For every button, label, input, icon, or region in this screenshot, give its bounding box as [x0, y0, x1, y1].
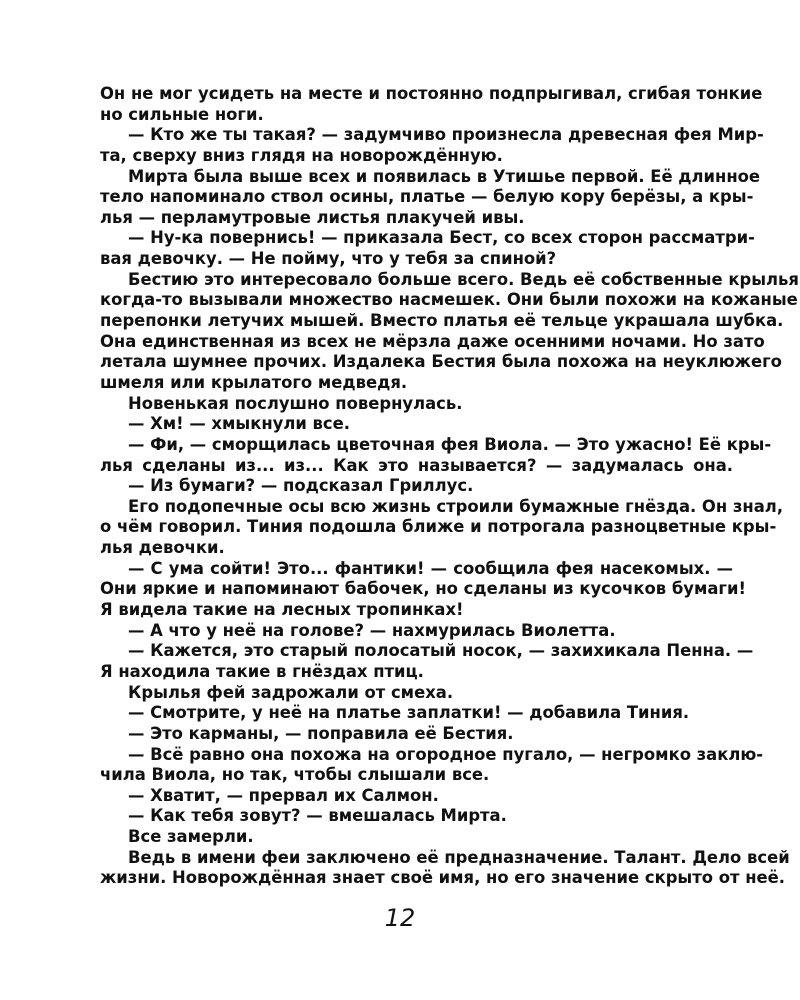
text-line: Его подопечные осы всю жизнь строили бумажные гнёзда. Он знал, [128, 496, 784, 516]
text-line: Ведь в имени феи заключено её предназначение. Талант. Дело всей [128, 847, 790, 867]
page-number: 12 [384, 904, 416, 932]
text-line: — Это карманы, — поправила её Бестия. [128, 723, 514, 743]
text-line: жизни. Новорождённая знает своё имя, но его значение скрыто от неё. [100, 868, 785, 888]
text-line: перепонки летучих мышей. Вместо платья её тельце украшала шубка. [100, 311, 784, 331]
text-line: лья сделаны из... из... Как это называется? — задумалась она. [100, 455, 733, 475]
text-line: та, сверху вниз глядя на новорождённую. [100, 145, 503, 165]
text-line: лья девочки. [100, 538, 225, 558]
text-line: когда-то вызывали множество насмешек. Они были похожи на кожаные [100, 290, 798, 310]
text-line: Все замерли. [128, 827, 254, 847]
text-line: — Из бумаги? — подсказал Гриллус. [128, 476, 474, 496]
text-line: лья — перламутровые листья плакучей ивы. [100, 207, 525, 227]
text-line: — Ну-ка повернись! — приказала Бест, со всех сторон рассматри- [128, 228, 755, 248]
text-line: — Всё равно она похожа на огородное пугало, — негромко заклю- [128, 744, 764, 764]
text-line: — Как тебя зовут? — вмешалась Мирта. [128, 806, 507, 826]
text-line: о чём говорил. Тиния подошла ближе и потрогала разноцветные кры- [100, 517, 777, 537]
text-line: шмеля или крылатого медведя. [100, 372, 408, 392]
text-line: Мирта была выше всех и появилась в Утишье первой. Её длинное [128, 166, 761, 186]
text-line: — Хватит, — прервал их Салмон. [128, 785, 439, 805]
page-body-text [100, 84, 799, 889]
text-line: тело напоминало ствол осины, платье — белую кору берёзы, а кры- [100, 187, 754, 207]
text-line: вая девочку. — Не пойму, что у тебя за спиной? [100, 249, 557, 269]
text-line: — С ума сойти! Это... фантики! — сообщила фея насекомых. — [128, 558, 733, 578]
text-line: — Хм! — хмыкнули все. [128, 414, 350, 434]
text-line: — Кто же ты такая? — задумчиво произнесла древесная фея Мир- [128, 125, 764, 145]
text-line: Они яркие и напоминают бабочек, но сделаны из кусочков бумаги! [100, 579, 746, 599]
text-line: Я видела такие на лесных тропинках! [100, 600, 464, 620]
text-line: Бестию это интересовало больше всего. Ведь её собственные крылья [128, 269, 799, 289]
text-line: — Кажется, это старый полосатый носок, — захихикала Пенна. — [128, 641, 754, 661]
text-line: Новенькая послушно повернулась. [128, 393, 463, 413]
text-line: Крылья фей задрожали от смеха. [128, 682, 454, 702]
text-line: летала шумнее прочих. Издалека Бестия была похожа на неуклюжего [100, 352, 782, 372]
text-line: но сильные ноги. [100, 104, 264, 124]
text-line: Я находила такие в гнёздах птиц. [100, 661, 424, 681]
text-line: — Фи, — сморщилась цветочная фея Виола. — Это ужасно! Её кры- [128, 434, 772, 454]
text-line: — Смотрите, у неё на платье заплатки! — добавила Тиния. [128, 703, 690, 723]
text-line: — А что у неё на голове? — нахмурилась Виолетта. [128, 620, 616, 640]
text-line: чила Виола, но так, чтобы слышали все. [100, 765, 490, 785]
text-line: Он не мог усидеть на месте и постоянно подпрыгивал, сгибая тонкие [100, 84, 763, 103]
text-line: Она единственная из всех не мёрзла даже осенними ночами. Но зато [100, 331, 765, 351]
